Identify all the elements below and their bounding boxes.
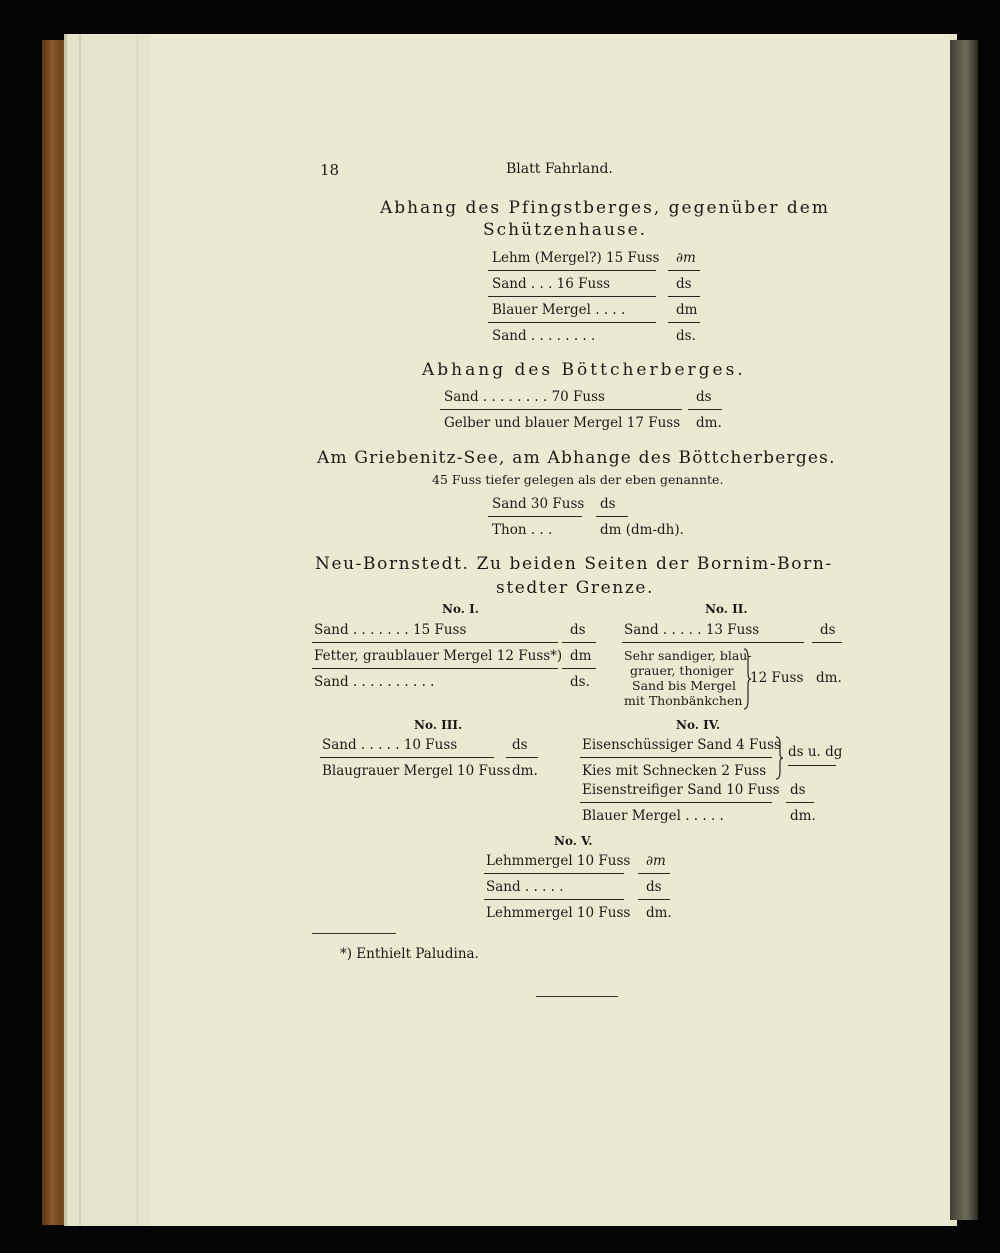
footnote-rule bbox=[312, 933, 396, 934]
profile-code: ds bbox=[570, 622, 586, 638]
profile-row: grauer, thoniger bbox=[630, 663, 734, 678]
section-title-neu-bornstedt-cont: stedter Grenze. bbox=[496, 578, 655, 598]
document-page bbox=[150, 34, 950, 1226]
brace bbox=[774, 736, 784, 780]
profile-row: Sand . . . 16 Fuss bbox=[492, 276, 611, 292]
rule bbox=[812, 642, 842, 643]
rule bbox=[688, 409, 722, 410]
footnote: *) Enthielt Paludina. bbox=[340, 946, 479, 962]
profile-code: dm (dm-dh). bbox=[600, 522, 684, 538]
profile-code: ds bbox=[696, 389, 712, 405]
profile-code: ∂m bbox=[676, 250, 696, 266]
section-title-griebenitz: Am Griebenitz-See, am Abhange des Böttcherberges. bbox=[317, 448, 836, 468]
profile-code: dm. bbox=[646, 905, 672, 921]
rule bbox=[580, 757, 772, 758]
section-title-boettcherberg: Abhang des Böttcherberges. bbox=[422, 360, 746, 380]
rule bbox=[488, 270, 656, 271]
profile-label: No. IV. bbox=[676, 718, 721, 732]
rule bbox=[788, 765, 836, 766]
profile-label: No. I. bbox=[442, 602, 479, 616]
profile-code: ∂m bbox=[646, 853, 666, 869]
rule bbox=[562, 642, 596, 643]
profile-row: Sand . . . . . . . 15 Fuss bbox=[314, 622, 467, 638]
profile-row: Eisenstreifiger Sand 10 Fuss bbox=[582, 782, 780, 798]
profile-code: ds bbox=[646, 879, 662, 895]
rule bbox=[786, 802, 814, 803]
profile-code: ds bbox=[512, 737, 528, 753]
section-subtitle: 45 Fuss tiefer gelegen als der eben genannte. bbox=[432, 472, 724, 487]
profile-row: Sand . . . . . bbox=[486, 879, 564, 895]
profile-thickness: 12 Fuss bbox=[750, 670, 804, 686]
profile-row: Sand . . . . . . . . 70 Fuss bbox=[444, 389, 605, 405]
profile-row: Sand . . . . . 10 Fuss bbox=[322, 737, 458, 753]
profile-code: ds bbox=[820, 622, 836, 638]
rule bbox=[312, 668, 558, 669]
rule bbox=[596, 516, 628, 517]
profile-row: Lehmmergel 10 Fuss bbox=[486, 905, 631, 921]
profile-row: Sehr sandiger, blau- bbox=[624, 648, 752, 663]
profile-row: Sand . . . . . . . . . . bbox=[314, 674, 435, 690]
rule bbox=[320, 757, 494, 758]
profile-code: dm. bbox=[790, 808, 816, 824]
profile-label: No. V. bbox=[554, 834, 593, 848]
rule bbox=[484, 899, 624, 900]
profile-code: dm. bbox=[512, 763, 538, 779]
section-title-pfingstberg: Abhang des Pfingstberges, gegenüber dem bbox=[380, 198, 830, 218]
facing-page-shadow bbox=[948, 40, 978, 1220]
end-rule bbox=[536, 996, 618, 997]
rule bbox=[312, 642, 558, 643]
profile-code: dm. bbox=[696, 415, 722, 431]
rule bbox=[668, 322, 700, 323]
profile-code: dm bbox=[570, 648, 592, 664]
rule bbox=[622, 642, 804, 643]
rule bbox=[440, 409, 682, 410]
profile-row: mit Thonbänkchen bbox=[624, 693, 743, 708]
profile-row: Gelber und blauer Mergel 17 Fuss bbox=[444, 415, 681, 431]
section-title-pfingstberg-cont: Schützenhause. bbox=[483, 220, 648, 240]
profile-row: Sand . . . . . . . . bbox=[492, 328, 596, 344]
profile-code: ds. bbox=[676, 328, 696, 344]
profile-row: Thon . . . bbox=[492, 522, 553, 538]
profile-row: Sand bis Mergel bbox=[632, 678, 736, 693]
profile-row: Blauer Mergel . . . . . bbox=[582, 808, 724, 824]
section-title-neu-bornstedt: Neu-Bornstedt. Zu beiden Seiten der Bornim-Born- bbox=[315, 554, 833, 574]
profile-label: No. III. bbox=[414, 718, 463, 732]
page-number: 18 bbox=[320, 161, 340, 179]
profile-row: Kies mit Schnecken 2 Fuss bbox=[582, 763, 767, 779]
running-title: Blatt Fahrland. bbox=[506, 161, 613, 177]
rule bbox=[562, 668, 596, 669]
profile-code: ds bbox=[790, 782, 806, 798]
rule bbox=[580, 802, 772, 803]
profile-row: Lehmmergel 10 Fuss bbox=[486, 853, 631, 869]
profile-code: ds. bbox=[570, 674, 590, 690]
rule bbox=[488, 296, 656, 297]
rule bbox=[638, 873, 670, 874]
profile-code: ds u. dg bbox=[788, 744, 843, 760]
profile-code: dm bbox=[676, 302, 698, 318]
profile-label: No. II. bbox=[705, 602, 748, 616]
rule bbox=[668, 270, 700, 271]
profile-row: Lehm (Mergel?) 15 Fuss bbox=[492, 250, 660, 266]
profile-row: Eisenschüssiger Sand 4 Fuss bbox=[582, 737, 781, 753]
profile-code: ds bbox=[676, 276, 692, 292]
profile-code: dm. bbox=[816, 670, 842, 686]
profile-row: Blauer Mergel . . . . bbox=[492, 302, 626, 318]
profile-row: Fetter, graublauer Mergel 12 Fuss*) bbox=[314, 648, 563, 664]
profile-code: ds bbox=[600, 496, 616, 512]
rule bbox=[488, 516, 582, 517]
profile-row: Sand 30 Fuss bbox=[492, 496, 585, 512]
rule bbox=[488, 322, 656, 323]
profile-row: Blaugrauer Mergel 10 Fuss bbox=[322, 763, 511, 779]
profile-row: Sand . . . . . 13 Fuss bbox=[624, 622, 760, 638]
rule bbox=[484, 873, 624, 874]
rule bbox=[668, 296, 700, 297]
rule bbox=[506, 757, 538, 758]
rule bbox=[638, 899, 670, 900]
